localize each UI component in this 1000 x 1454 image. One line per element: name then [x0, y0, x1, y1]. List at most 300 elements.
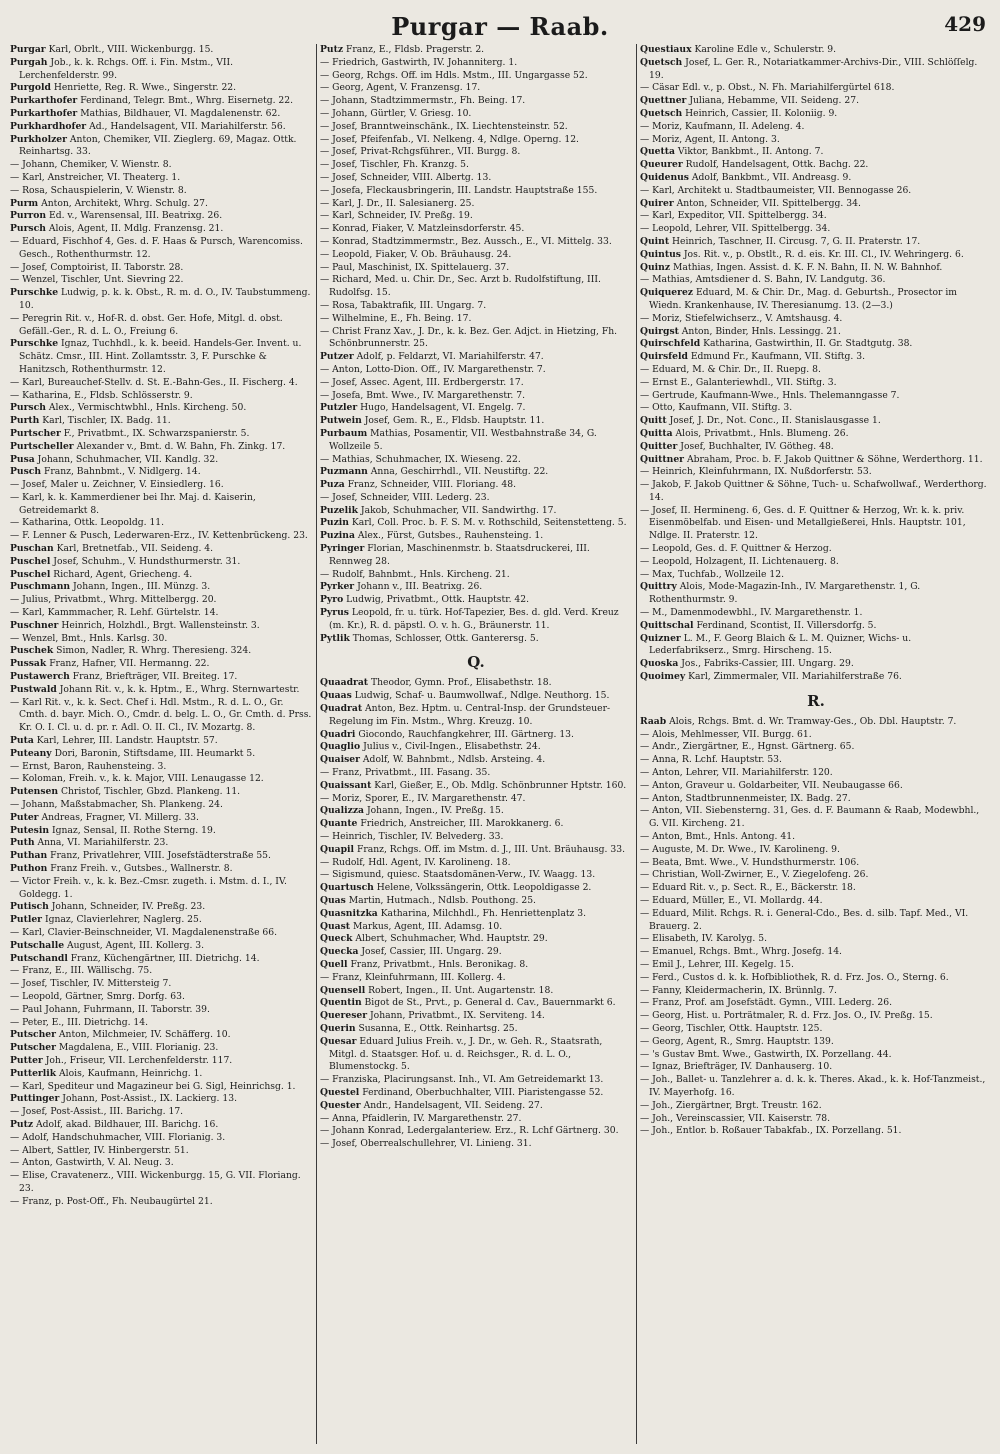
- entry-surname: Purkarthofer: [10, 107, 78, 119]
- entry-details: Markus, Agent, III. Adamsg. 10.: [352, 920, 503, 932]
- entry-details: Bigot de St., Prvt., p. General d. Cav., Bauernmarkt 6.: [364, 997, 616, 1009]
- entry-details: — Johann Konrad, Ledergalanteriew. Erz., R. Lchf Gärtnerg. 30.: [320, 1125, 619, 1137]
- directory-entry: [10, 517, 312, 530]
- entry-details: Jos., Fabriks-Cassier, III. Ungarg. 29.: [681, 658, 854, 670]
- entry-details: — Anton, Bmt., Hnls. Antong. 41.: [640, 831, 796, 843]
- entry-surname: Quoimey: [640, 671, 686, 683]
- directory-entry: [640, 262, 992, 275]
- entry-surname: Querin: [320, 1022, 356, 1034]
- directory-entry: [320, 857, 632, 870]
- entry-details: Martin, Hutmach., Ndlsb. Pouthong. 25.: [348, 895, 536, 906]
- entry-surname: Quast: [320, 920, 351, 932]
- entry-surname: Purgah: [10, 56, 48, 68]
- directory-entry: [10, 684, 312, 697]
- entry-details: — Ernst E., Galanteriewhdl., VII. Stiftg. 3.: [640, 376, 837, 388]
- entry-details: Karoline Edle v., Schulerstr. 9.: [694, 44, 837, 55]
- entry-details: — Leopold, Ges. d. F. Quittner & Herzog.: [640, 543, 832, 555]
- entry-details: — Karl, Architekt u. Stadtbaumeister, VII. Bennogasse 26.: [640, 184, 912, 196]
- entry-details: — Koloman, Freih. v., k. k. Major, VIII. Lenaugasse 12.: [10, 773, 264, 785]
- column-right: [640, 44, 992, 1446]
- entry-surname: Queck: [320, 933, 353, 945]
- directory-entry: [320, 530, 632, 543]
- entry-surname: Quapil: [320, 843, 355, 855]
- directory-entry: [320, 1138, 632, 1151]
- entry-surname: Puschel: [10, 568, 51, 580]
- entry-surname: Quetta: [640, 146, 675, 158]
- directory-entry: [10, 1093, 312, 1106]
- entry-details: Ludwig, Schaf- u. Baumwollwaf., Ndlge. Neuthorg. 15.: [354, 690, 610, 702]
- directory-entry: [320, 1087, 632, 1100]
- entry-details: — Katharina, E., Fldsb. Schlösserstr. 9.: [10, 389, 193, 401]
- directory-entry: [320, 274, 632, 300]
- entry-surname: Purbaum: [320, 427, 368, 439]
- directory-entry: [320, 633, 632, 646]
- directory-entry: [640, 620, 992, 633]
- entry-details: — Konrad, Stadtzimmermstr., Bez. Aussch., E., VI. Mittelg. 33.: [320, 235, 612, 247]
- entry-surname: Quitta: [640, 427, 673, 439]
- entry-details: — Karl Rit. v., k. k. Sect. Chef i. Hdl. Mstm., R. d. L. O., Gr. Cmth. d. bayr. Mich. O., Cmdr. d. belg. L. O., Gr. Cmth. d. Prss. Kr. O. I. Cl. u. d. pr. r. Adl. O. II. Cl., IV. Mozartg. 8.: [10, 696, 312, 734]
- entry-surname: Quitter: [640, 440, 678, 452]
- directory-entry: [10, 1170, 312, 1196]
- entry-details: — Eduard Rit. v., p. Sect. R., E., Bäckerstr. 18.: [640, 882, 856, 894]
- directory-entry: [640, 1125, 992, 1138]
- entry-details: — Mathias, Amtsdiener d. S. Bahn, IV. Landgutg. 36.: [640, 274, 886, 286]
- entry-details: Anna, VI. Mariahilferstr. 23.: [37, 837, 169, 849]
- directory-entry: [10, 1042, 312, 1055]
- entry-surname: Putschandl: [10, 952, 68, 964]
- directory-entry: [640, 869, 992, 882]
- entry-details: Karl, Lehrer, III. Landstr. Hauptstr. 57.: [36, 735, 218, 747]
- entry-details: — Joh., Ziergärtner, Brgt. Treustr. 162.: [640, 1099, 822, 1111]
- entry-surname: Quoska: [640, 658, 679, 670]
- entry-surname: Quadri: [320, 728, 356, 740]
- entry-details: — Karl, J. Dr., II. Salesianerg. 25.: [320, 197, 475, 209]
- directory-entry: [10, 185, 312, 198]
- directory-entry: [320, 908, 632, 921]
- entry-surname: Putter: [10, 1054, 43, 1066]
- entry-surname: Puzmann: [320, 466, 368, 478]
- directory-entry: [640, 428, 992, 441]
- entry-details: — Adolf, Handschuhmacher, VIII. Florianig. 3.: [10, 1131, 226, 1143]
- directory-entry: [640, 997, 992, 1010]
- entry-details: Heinrich, Holzhdl., Brgt. Wallensteinstr. 3.: [61, 619, 260, 631]
- entry-details: Josef, L. Ger. R., Notariatkammer-Archivs-Dir., VIII. Schlöſſelg. 19.: [649, 56, 978, 81]
- entry-details: Anton, Schneider, VII. Spittelbergg. 34.: [676, 197, 861, 209]
- section-heading: Q.: [467, 653, 485, 672]
- entry-details: Franz, Briefträger, VII. Breiteg. 17.: [72, 671, 238, 683]
- entry-details: — Konrad, Fiaker, V. Matzleinsdorferstr. 45.: [320, 223, 525, 235]
- entry-details: Richard, Agent, Griecheng. 4.: [53, 568, 193, 580]
- entry-details: — M., Damenmodewbhl., IV. Margarethenstr. 1.: [640, 607, 863, 619]
- directory-entry: [320, 44, 632, 57]
- directory-entry: [320, 326, 632, 352]
- entry-details: — Anton, Lotto-Dion. Off., IV. Margarethenstr. 7.: [320, 363, 546, 375]
- directory-entry: [10, 441, 312, 454]
- entry-surname: Quaglio: [320, 741, 361, 753]
- entry-details: Franz, Bahnbmt., V. Nidlgerg. 14.: [43, 466, 201, 478]
- entry-details: Mathias, Posamentir, VII. Westbahnstraße 34, G. Wollzeile 5.: [329, 427, 597, 452]
- entry-details: Franz, Schneider, VIII. Floriang. 48.: [347, 479, 516, 491]
- entry-details: — Rudolf, Bahnbmt., Hnls. Kircheng. 21.: [320, 568, 510, 580]
- directory-entry: [320, 690, 632, 703]
- entry-surname: Quirer: [640, 197, 674, 209]
- directory-entry: [320, 236, 632, 249]
- entry-surname: Pustwald: [10, 683, 57, 695]
- directory-entry: [10, 991, 312, 1004]
- entry-details: Leopold, fr. u. türk. Hof-Tapezier, Bes. d. gld. Verd. Kreuz (m. Kr.), R. d. päpstl. O. v. h. G., Bräunerstr. 11.: [329, 607, 619, 631]
- directory-entry: [640, 185, 992, 198]
- directory-entry: [10, 1004, 312, 1017]
- entry-surname: Quaissant: [320, 779, 372, 791]
- directory-entry: [320, 262, 632, 275]
- entry-details: Rudolf, Handelsagent, Ottk. Bachg. 22.: [685, 159, 869, 171]
- entry-surname: Quiquerez: [640, 287, 694, 299]
- entry-details: — Julius, Privatbmt., Whrg. Mittelbergg. 20.: [10, 594, 217, 606]
- entry-details: — Franz, E., III. Wällischg. 75.: [10, 965, 153, 977]
- directory-entry: [640, 505, 992, 543]
- entry-details: — Moriz, Kaufmann, II. Adeleng. 4.: [640, 120, 805, 132]
- entry-surname: Purtscheller: [10, 440, 74, 452]
- entry-details: Josef, J. Dr., Not. Conc., II. Stanislausgasse 1.: [669, 415, 881, 427]
- directory-entry: [10, 735, 312, 748]
- entry-details: Karl, Obrlt., VIII. Wickenburgg. 15.: [48, 44, 214, 55]
- directory-entry: [320, 1023, 632, 1036]
- directory-entry: [10, 1029, 312, 1042]
- directory-entry: [320, 364, 632, 377]
- entry-surname: Purkarthofer: [10, 95, 78, 107]
- directory-entry: [640, 780, 992, 793]
- directory-entry: [640, 159, 992, 172]
- entry-surname: Puschek: [10, 645, 54, 657]
- entry-details: Karl, Tischler, IX. Badg. 11.: [42, 415, 171, 427]
- entry-surname: Pusa: [10, 453, 35, 465]
- directory-entry: [10, 159, 312, 172]
- directory-entry: [10, 121, 312, 134]
- entry-surname: Quettner: [640, 95, 687, 107]
- directory-entry: [640, 441, 992, 454]
- directory-entry: [640, 402, 992, 415]
- entry-details: Johann, Schuhmacher, VII. Kandlg. 32.: [37, 453, 219, 465]
- entry-details: Ignaz, Sensal, II. Rothe Sterng. 19.: [51, 824, 216, 836]
- entry-surname: Putisch: [10, 901, 49, 913]
- directory-entry: [640, 210, 992, 223]
- entry-surname: Puth: [10, 837, 35, 849]
- directory-entry: [10, 543, 312, 556]
- entry-details: Magdalena, E., VIII. Florianig. 23.: [58, 1042, 219, 1054]
- column-left: [10, 44, 312, 1446]
- entry-details: Ferdinand, Telegr. Bmt., Whrg. Eisernetg. 22.: [80, 95, 294, 107]
- entry-details: Ignaz, Tuchhdl., k. k. beeid. Handels-Ger. Invent. u. Schätz. Cmsr., III. Hint. Zollamtsstr. 3, F. Purschke & Hanitzsch, Rothenthurmstr. 12.: [19, 338, 302, 375]
- entry-surname: Pusch: [10, 466, 42, 478]
- entry-details: — Peregrin Rit. v., Hof-R. d. obst. Ger. Hofe, Mitgl. d. obst. Gefäll.-Ger., R. d. L. O., Freiung 6.: [10, 312, 283, 337]
- entry-surname: Quester: [320, 1099, 361, 1111]
- entry-surname: Purth: [10, 415, 40, 427]
- directory-entry: [640, 454, 992, 467]
- entry-details: — Karl, Anstreicher, VI. Theaterg. 1.: [10, 171, 181, 183]
- directory-entry: [10, 1196, 312, 1209]
- entry-surname: Puschner: [10, 619, 59, 631]
- directory-entry: [10, 134, 312, 160]
- directory-entry: [320, 185, 632, 198]
- entry-details: Thomas, Schlosser, Ottk. Ganterersg. 5.: [352, 632, 539, 644]
- directory-entry: [10, 57, 312, 83]
- directory-entry: [320, 377, 632, 390]
- entry-surname: Puta: [10, 735, 34, 747]
- entry-details: — Josef, Tischler, Fh. Kranzg. 5.: [320, 159, 469, 171]
- entry-details: — Karl, Expeditor, VII. Spittelbergg. 34.: [640, 210, 827, 222]
- directory-entry: [640, 633, 992, 659]
- directory-entry: [640, 466, 992, 479]
- entry-details: — Georg, Agent, V. Franzensg. 17.: [320, 82, 481, 94]
- directory-entry: [640, 569, 992, 582]
- directory-entry: [640, 134, 992, 147]
- entry-details: — Anton, Stadtbrunnenmeister, IX. Badg. 27.: [640, 792, 851, 804]
- directory-entry: [640, 95, 992, 108]
- directory-entry: [640, 236, 992, 249]
- entry-details: Alex., Fürst, Gutsbes., Rauhensteing. 1.: [357, 530, 544, 542]
- directory-entry: [320, 754, 632, 767]
- entry-surname: Quereser: [320, 1010, 368, 1022]
- entry-details: Johann, Ingen., IV. Preßg. 15.: [366, 805, 504, 817]
- directory-entry: [320, 351, 632, 364]
- directory-entry: [10, 633, 312, 646]
- directory-entry: [10, 671, 312, 684]
- page-header: [0, 8, 1000, 48]
- directory-entry: [640, 767, 992, 780]
- entry-details: — Leopold, Lehrer, VII. Spittelbergg. 34.: [640, 223, 831, 235]
- entry-surname: Putler: [10, 914, 43, 926]
- directory-entry: [320, 479, 632, 492]
- running-head: Purgar — Raab.: [391, 12, 609, 41]
- entry-surname: Purkholzer: [10, 133, 67, 145]
- directory-entry: [320, 492, 632, 505]
- entry-details: Ed. v., Warensensal, III. Beatrixg. 26.: [49, 210, 223, 222]
- entry-details: Christof, Tischler, Gbzd. Plankeng. 11.: [60, 786, 241, 798]
- entry-surname: Putzer: [320, 351, 354, 363]
- directory-entry: [640, 831, 992, 844]
- entry-details: — Joh., Vereinscassier, VII. Kaiserstr. 78.: [640, 1112, 831, 1124]
- directory-entry: [640, 1113, 992, 1126]
- entry-details: Henriette, Reg. R. Wwe., Singerstr. 22.: [53, 82, 237, 94]
- entry-details: — Ferd., Custos d. k. k. Hofbibliothek, R. d. Frz. Jos. O., Sterng. 6.: [640, 971, 949, 983]
- directory-entry: [10, 876, 312, 902]
- directory-entry: [640, 146, 992, 159]
- entry-details: — Albert, Sattler, IV. Hinbergerstr. 51.: [10, 1144, 189, 1156]
- entry-details: — Franziska, Placirungsanst. Inh., VI. Am Getreidemarkt 13.: [320, 1074, 604, 1086]
- entry-details: — Rosa, Schauspielerin, V. Wienstr. 8.: [10, 184, 187, 196]
- entry-surname: Putscher: [10, 1042, 56, 1054]
- directory-entry: [10, 850, 312, 863]
- entry-details: — Anton, Graveur u. Goldarbeiter, VII. Neubaugasse 66.: [640, 779, 903, 791]
- directory-entry: [640, 895, 992, 908]
- entry-surname: Putterlik: [10, 1067, 57, 1079]
- entry-details: Florian, Maschinenmstr. b. Staatsdruckerei, III. Rennweg 28.: [329, 543, 590, 567]
- entry-details: — Wenzel, Bmt., Hnls. Karlsg. 30.: [10, 632, 168, 644]
- entry-details: — Mathias, Schuhmacher, IX. Wieseng. 22.: [320, 453, 521, 465]
- directory-entry: [640, 581, 992, 607]
- entry-details: Anton, Architekt, Whrg. Schulg. 27.: [41, 197, 208, 209]
- entry-surname: Quittry: [640, 581, 677, 593]
- directory-entry: [10, 645, 312, 658]
- entry-details: Johann v., III. Beatrixg. 26.: [357, 581, 483, 593]
- entry-details: Simon, Nadler, R. Whrg. Theresieng. 324.: [56, 645, 252, 657]
- directory-entry: [640, 1010, 992, 1023]
- entry-details: — Joh., Entlor. b. Roßauer Tabakfab., IX. Porzellang. 51.: [640, 1125, 902, 1137]
- entry-details: Alex., Vermischtwbhl., Hnls. Kircheng. 50.: [48, 402, 247, 414]
- directory-entry: [320, 607, 632, 633]
- directory-entry: [320, 1010, 632, 1023]
- entry-details: — Josef, Pfeifenfab., VI. Nelkeng. 4, Ndlge. Operng. 12.: [320, 133, 579, 145]
- directory-entry: [10, 786, 312, 799]
- directory-entry: [10, 799, 312, 812]
- directory-entry: [640, 857, 992, 870]
- entry-details: Anton, Binder, Hnls. Lessingg. 21.: [681, 325, 841, 337]
- entry-surname: Pursch: [10, 223, 46, 235]
- entry-details: — Josef, Schneider, VIII. Albertg. 13.: [320, 171, 492, 183]
- directory-entry: [10, 914, 312, 927]
- directory-entry: [10, 390, 312, 403]
- entry-surname: Pyro: [320, 594, 344, 606]
- entry-surname: Putensen: [10, 786, 59, 798]
- page-number: 429: [944, 12, 986, 36]
- entry-details: — Josef, II. Hermineng. 6, Ges. d. F. Quittner & Herzog, Wr. k. k. priv. Eisenmöbelfab. und Eisen- und Metallgießerei, Hnls. Hauptstr. 101, Ndlge. II. Praterstr. 12.: [640, 504, 966, 542]
- directory-entry: [10, 901, 312, 914]
- directory-entry: [10, 274, 312, 287]
- entry-surname: Questiaux: [640, 44, 692, 55]
- directory-entry: [320, 1113, 632, 1126]
- directory-entry: [10, 479, 312, 492]
- entry-surname: Quirsfeld: [640, 351, 688, 363]
- entry-details: Jakob, Schuhmacher, VII. Sandwirthg. 17.: [360, 504, 557, 516]
- directory-entry: [640, 908, 992, 934]
- directory-entry: [640, 338, 992, 351]
- directory-entry: [320, 198, 632, 211]
- entry-details: — Gertrude, Kaufmann-Wwe., Hnls. Thelemanngasse 7.: [640, 389, 900, 401]
- directory-entry: [10, 927, 312, 940]
- directory-entry: [640, 741, 992, 754]
- directory-entry: [640, 985, 992, 998]
- entry-details: — Josef, Privat-Rchgsführer., VII. Burgg. 8.: [320, 146, 521, 158]
- entry-surname: Putesin: [10, 824, 50, 836]
- entry-surname: Quasnitzka: [320, 907, 378, 919]
- directory-entry: [320, 818, 632, 831]
- directory-entry: [10, 1081, 312, 1094]
- entry-details: — Anna, R. Lchf. Hauptstr. 53.: [640, 754, 782, 766]
- directory-entry: [10, 607, 312, 620]
- directory-entry: [320, 146, 632, 159]
- entry-details: Abraham, Proc. b. F. Jakob Quittner & Söhne, Werderthorg. 11.: [686, 453, 983, 465]
- directory-entry: [640, 390, 992, 403]
- entry-details: L. M., F. Georg Blaich & L. M. Quizner, Wichs- u. Lederfabrikserz., Smrg. Hirscheng. 15.: [649, 632, 912, 657]
- entry-surname: Quell: [320, 958, 348, 970]
- entry-details: — Rudolf, Hdl. Agent, IV. Karolineng. 18.: [320, 856, 511, 868]
- directory-entry: [320, 223, 632, 236]
- directory-entry: [10, 1017, 312, 1030]
- entry-details: Ferdinand, Oberbuchhalter, VIII. Piaristengasse 52.: [362, 1086, 604, 1098]
- entry-surname: Quittschal: [640, 619, 694, 631]
- entry-surname: Puzin: [320, 517, 349, 529]
- entry-details: Anton, Chemiker, VII. Zieglerg. 69, Magaz. Ottk. Reinhartsg. 33.: [19, 133, 297, 158]
- entry-surname: Quizner: [640, 632, 681, 644]
- directory-entry: [10, 415, 312, 428]
- entry-details: Franz, Rchgs. Off. im Mstm. d. J., III. Unt. Bräuhausg. 33.: [356, 843, 626, 855]
- entry-details: Joh., Friseur, VII. Lerchenfelderstr. 117.: [45, 1054, 233, 1066]
- directory-entry: [10, 44, 312, 57]
- directory-entry: [640, 1049, 992, 1062]
- entry-details: — Emil J., Lehrer, III. Kegelg. 15.: [640, 958, 794, 970]
- entry-details: Alexander v., Bmt. d. W. Bahn, Fh. Zinkg. 17.: [76, 440, 286, 452]
- directory-entry: [640, 793, 992, 806]
- directory-entry: [10, 95, 312, 108]
- entry-details: Ignaz, Clavierlehrer, Naglerg. 25.: [44, 914, 202, 926]
- entry-details: Karl, Gießer, E., Ob. Mdlg. Schönbrunner Hptstr. 160.: [374, 779, 627, 791]
- entry-surname: Quintus: [640, 248, 681, 260]
- directory-entry: [320, 1036, 632, 1074]
- entry-details: — Eduard, Milit. Rchgs. R. i. General-Cdo., Bes. d. silb. Tapf. Med., VI. Brauerg. 2.: [640, 907, 969, 932]
- directory-entry: [640, 351, 992, 364]
- directory-entry: [320, 869, 632, 882]
- entry-surname: Pyringer: [320, 543, 365, 555]
- entry-surname: Pyrus: [320, 607, 349, 619]
- directory-entry: [640, 754, 992, 767]
- entry-details: Heinrich, Cassier, II. Koloniig. 9.: [685, 107, 838, 119]
- directory-entry: [320, 997, 632, 1010]
- entry-surname: Purgold: [10, 82, 51, 94]
- entry-details: Johann, Post-Assist., IX. Lackierg. 13.: [62, 1093, 237, 1105]
- directory-entry: [10, 338, 312, 376]
- directory-entry: [320, 313, 632, 326]
- directory-entry: [640, 479, 992, 505]
- directory-entry: [320, 972, 632, 985]
- entry-details: Johann, Ingen., III. Münzg. 3.: [73, 581, 211, 593]
- entry-details: Anton, Bez. Hptm. u. Central-Insp. der Grundsteuer-Regelung im Fin. Mstm., Whrg. Kreuzg. 10.: [329, 703, 611, 727]
- directory-entry: [10, 1157, 312, 1170]
- entry-details: — Emanuel, Rchgs. Bmt., Whrg. Josefg. 14.: [640, 946, 842, 958]
- entry-details: Dori, Baronin, Stiftsdame, III. Heumarkt 5.: [54, 747, 256, 759]
- directory-entry: [10, 198, 312, 211]
- directory-entry: [640, 729, 992, 742]
- directory-entry: [640, 377, 992, 390]
- entry-details: Katharina, Gastwirthin, II. Gr. Stadtgutg. 38.: [703, 338, 913, 350]
- entry-details: — Anton, Gastwirth, V. Al. Neug. 3.: [10, 1157, 174, 1169]
- entry-surname: Pustawerch: [10, 671, 70, 683]
- entry-details: Andr., Handelsagent, VII. Seideng. 27.: [363, 1099, 543, 1111]
- directory-entry: [640, 556, 992, 569]
- directory-entry: [10, 530, 312, 543]
- directory-entry: [640, 287, 992, 313]
- directory-entry: [10, 773, 312, 786]
- entry-details: Franz, Küchengärtner, III. Dietrichg. 14.: [70, 952, 260, 964]
- entry-surname: Purron: [10, 210, 47, 222]
- entry-surname: Quitt: [640, 415, 667, 427]
- entry-details: — Josef, Oberrealschullehrer, VI. Linieng. 31.: [320, 1138, 532, 1150]
- entry-details: — Josef, Maler u. Zeichner, V. Einsiedlerg. 16.: [10, 479, 224, 491]
- entry-surname: Purm: [10, 197, 39, 209]
- directory-entry: [10, 1145, 312, 1158]
- entry-details: — Karl, Spediteur und Magazineur bei G. Sigl, Heinrichsg. 1.: [10, 1080, 296, 1092]
- entry-details: — Max, Tuchfab., Wollzeile 12.: [640, 568, 784, 580]
- entry-details: Katharina, Milchhdl., Fh. Henriettenplatz 3.: [380, 907, 587, 919]
- entry-surname: Quinz: [640, 261, 671, 273]
- entry-surname: Puzina: [320, 530, 355, 542]
- entry-surname: Puzelik: [320, 504, 358, 516]
- entry-surname: Questel: [320, 1086, 360, 1098]
- entry-details: — Eduard, Müller, E., VI. Mollardg. 44.: [640, 895, 823, 906]
- directory-entry: [10, 581, 312, 594]
- directory-entry: [640, 223, 992, 236]
- directory-entry: [640, 716, 992, 729]
- entry-surname: Puthan: [10, 850, 48, 862]
